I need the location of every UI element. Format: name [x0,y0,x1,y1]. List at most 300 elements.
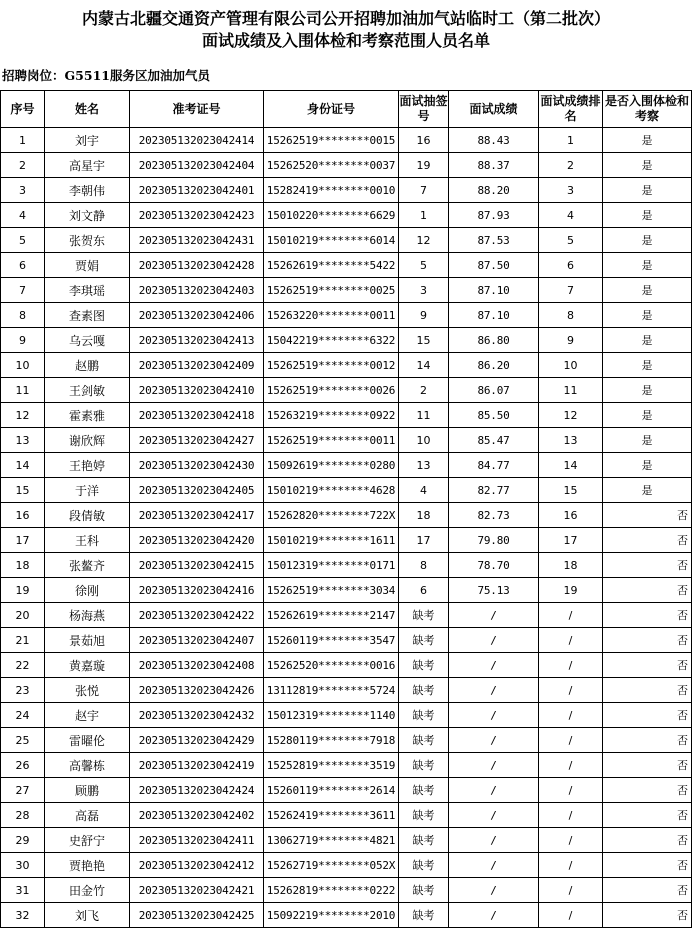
cell-shortlisted: 否 [603,853,692,878]
position-label: 招聘岗位：G5511服务区加油加气员 [2,68,210,83]
table-row [1,628,692,653]
cell-id-number: 15260119********3547 [264,628,399,653]
cell-name: 顾鹏 [45,778,130,803]
cell-exam-id: 202305132023042428 [130,253,264,278]
cell-shortlisted: 是 [603,403,692,428]
cell-shortlisted: 否 [603,803,692,828]
table-row [1,853,692,878]
cell-rank: 6 [539,253,603,278]
cell-score: 85.47 [449,428,539,453]
cell-id-number: 15262619********2147 [264,603,399,628]
column-header: 面试抽签号 [399,91,449,128]
cell-score: 82.77 [449,478,539,503]
cell-score: 88.20 [449,178,539,203]
cell-draw-number: 缺考 [399,753,449,778]
table-row [1,578,692,603]
cell-name: 高星宇 [45,153,130,178]
cell-exam-id: 202305132023042413 [130,328,264,353]
cell-score: / [449,778,539,803]
cell-draw-number: 12 [399,228,449,253]
cell-id-number: 15262519********0026 [264,378,399,403]
cell-name: 李朝伟 [45,178,130,203]
cell-seq: 31 [1,878,45,903]
cell-exam-id: 202305132023042423 [130,203,264,228]
table-row [1,203,692,228]
cell-name: 雷曜伦 [45,728,130,753]
cell-score: / [449,853,539,878]
cell-draw-number: 缺考 [399,803,449,828]
cell-id-number: 15042219********6322 [264,328,399,353]
cell-draw-number: 缺考 [399,653,449,678]
cell-exam-id: 202305132023042410 [130,378,264,403]
cell-seq: 15 [1,478,45,503]
cell-seq: 13 [1,428,45,453]
cell-seq: 23 [1,678,45,703]
cell-shortlisted: 否 [603,678,692,703]
table-row [1,478,692,503]
cell-seq: 5 [1,228,45,253]
cell-seq: 12 [1,403,45,428]
cell-score: 87.50 [449,253,539,278]
cell-score: / [449,628,539,653]
cell-score: 86.20 [449,353,539,378]
cell-id-number: 15092219********2010 [264,903,399,928]
cell-seq: 25 [1,728,45,753]
cell-draw-number: 缺考 [399,628,449,653]
cell-seq: 32 [1,903,45,928]
cell-draw-number: 10 [399,428,449,453]
cell-draw-number: 9 [399,303,449,328]
cell-shortlisted: 否 [603,728,692,753]
cell-draw-number: 11 [399,403,449,428]
cell-id-number: 15262820********722X [264,503,399,528]
cell-name: 段倩敏 [45,503,130,528]
cell-shortlisted: 是 [603,328,692,353]
cell-rank: 19 [539,578,603,603]
cell-exam-id: 202305132023042425 [130,903,264,928]
cell-id-number: 15262519********0025 [264,278,399,303]
cell-seq: 18 [1,553,45,578]
cell-draw-number: 16 [399,128,449,153]
cell-seq: 11 [1,378,45,403]
cell-score: / [449,653,539,678]
cell-exam-id: 202305132023042422 [130,603,264,628]
cell-draw-number: 4 [399,478,449,503]
cell-score: / [449,603,539,628]
cell-shortlisted: 否 [603,828,692,853]
cell-shortlisted: 否 [603,528,692,553]
cell-draw-number: 13 [399,453,449,478]
cell-name: 张贺东 [45,228,130,253]
cell-id-number: 15012319********0171 [264,553,399,578]
cell-shortlisted: 是 [603,203,692,228]
cell-score: 87.10 [449,303,539,328]
cell-draw-number: 17 [399,528,449,553]
table-body [1,128,692,928]
cell-score: 87.10 [449,278,539,303]
cell-rank: / [539,753,603,778]
column-header: 姓名 [45,91,130,128]
table-header-row [1,91,692,128]
cell-exam-id: 202305132023042404 [130,153,264,178]
cell-name: 刘宇 [45,128,130,153]
cell-rank: 11 [539,378,603,403]
table-row [1,128,692,153]
cell-draw-number: 5 [399,253,449,278]
cell-exam-id: 202305132023042421 [130,878,264,903]
cell-exam-id: 202305132023042416 [130,578,264,603]
table-row [1,728,692,753]
table-row [1,153,692,178]
cell-shortlisted: 否 [603,578,692,603]
cell-seq: 9 [1,328,45,353]
cell-rank: / [539,903,603,928]
cell-seq: 17 [1,528,45,553]
cell-exam-id: 202305132023042418 [130,403,264,428]
cell-draw-number: 缺考 [399,828,449,853]
cell-rank: 10 [539,353,603,378]
column-header: 面试成绩排名 [539,91,603,128]
cell-rank: / [539,853,603,878]
cell-rank: / [539,778,603,803]
cell-shortlisted: 否 [603,603,692,628]
cell-shortlisted: 否 [603,778,692,803]
cell-exam-id: 202305132023042427 [130,428,264,453]
table-row [1,653,692,678]
cell-exam-id: 202305132023042406 [130,303,264,328]
table-row [1,178,692,203]
cell-id-number: 15260119********2614 [264,778,399,803]
cell-draw-number: 1 [399,203,449,228]
cell-seq: 7 [1,278,45,303]
cell-score: 88.37 [449,153,539,178]
cell-shortlisted: 否 [603,903,692,928]
cell-name: 查素图 [45,303,130,328]
document-title-line2: 面试成绩及入围体检和考察范围人员名单 [201,31,490,50]
cell-score: / [449,728,539,753]
table-row [1,678,692,703]
cell-exam-id: 202305132023042408 [130,653,264,678]
cell-rank: 14 [539,453,603,478]
table-row [1,603,692,628]
cell-shortlisted: 是 [603,353,692,378]
cell-exam-id: 202305132023042405 [130,478,264,503]
cell-rank: / [539,653,603,678]
cell-seq: 28 [1,803,45,828]
cell-seq: 29 [1,828,45,853]
cell-id-number: 15012319********1140 [264,703,399,728]
cell-exam-id: 202305132023042426 [130,678,264,703]
table-row [1,228,692,253]
cell-seq: 3 [1,178,45,203]
cell-id-number: 15010219********6014 [264,228,399,253]
table-row [1,553,692,578]
cell-seq: 10 [1,353,45,378]
cell-shortlisted: 是 [603,228,692,253]
cell-seq: 6 [1,253,45,278]
cell-exam-id: 202305132023042419 [130,753,264,778]
cell-exam-id: 202305132023042432 [130,703,264,728]
cell-rank: 1 [539,128,603,153]
cell-score: 88.43 [449,128,539,153]
cell-name: 霍素雅 [45,403,130,428]
table-row [1,753,692,778]
cell-exam-id: 202305132023042430 [130,453,264,478]
table-row [1,453,692,478]
cell-name: 刘飞 [45,903,130,928]
table-row [1,703,692,728]
cell-id-number: 15263219********0922 [264,403,399,428]
table-row [1,278,692,303]
cell-shortlisted: 是 [603,278,692,303]
cell-rank: 15 [539,478,603,503]
cell-score: 87.93 [449,203,539,228]
cell-rank: 18 [539,553,603,578]
table-row [1,528,692,553]
cell-id-number: 15262520********0016 [264,653,399,678]
cell-name: 刘文静 [45,203,130,228]
cell-exam-id: 202305132023042402 [130,803,264,828]
cell-rank: 2 [539,153,603,178]
cell-score: 86.80 [449,328,539,353]
cell-id-number: 15010220********6629 [264,203,399,228]
cell-exam-id: 202305132023042431 [130,228,264,253]
cell-id-number: 15262520********0037 [264,153,399,178]
cell-draw-number: 3 [399,278,449,303]
cell-exam-id: 202305132023042411 [130,828,264,853]
cell-exam-id: 202305132023042429 [130,728,264,753]
cell-id-number: 15092619********0280 [264,453,399,478]
cell-rank: 12 [539,403,603,428]
cell-shortlisted: 否 [603,753,692,778]
cell-rank: 8 [539,303,603,328]
table-row [1,828,692,853]
cell-rank: / [539,628,603,653]
cell-shortlisted: 是 [603,478,692,503]
cell-id-number: 15282419********0010 [264,178,399,203]
table-row [1,503,692,528]
cell-rank: / [539,603,603,628]
cell-shortlisted: 否 [603,878,692,903]
cell-exam-id: 202305132023042424 [130,778,264,803]
cell-shortlisted: 是 [603,178,692,203]
cell-name: 张悦 [45,678,130,703]
cell-name: 乌云嘎 [45,328,130,353]
cell-rank: / [539,878,603,903]
cell-score: 75.13 [449,578,539,603]
cell-exam-id: 202305132023042409 [130,353,264,378]
cell-id-number: 15010219********1611 [264,528,399,553]
table-row [1,903,692,928]
cell-rank: / [539,803,603,828]
cell-draw-number: 缺考 [399,853,449,878]
table-row [1,428,692,453]
cell-name: 王剑敏 [45,378,130,403]
cell-draw-number: 15 [399,328,449,353]
cell-seq: 20 [1,603,45,628]
cell-shortlisted: 是 [603,428,692,453]
cell-rank: 13 [539,428,603,453]
cell-score: 78.70 [449,553,539,578]
cell-name: 谢欣辉 [45,428,130,453]
cell-score: / [449,803,539,828]
cell-seq: 22 [1,653,45,678]
cell-name: 史舒宁 [45,828,130,853]
cell-id-number: 15252819********3519 [264,753,399,778]
cell-seq: 2 [1,153,45,178]
cell-id-number: 15262519********0011 [264,428,399,453]
cell-seq: 24 [1,703,45,728]
table-row [1,378,692,403]
cell-shortlisted: 是 [603,153,692,178]
cell-name: 高磊 [45,803,130,828]
cell-score: / [449,878,539,903]
cell-id-number: 13112819********5724 [264,678,399,703]
cell-id-number: 15262519********0012 [264,353,399,378]
cell-score: 87.53 [449,228,539,253]
cell-name: 于洋 [45,478,130,503]
cell-exam-id: 202305132023042414 [130,128,264,153]
cell-shortlisted: 是 [603,128,692,153]
cell-id-number: 15262719********052X [264,853,399,878]
cell-seq: 16 [1,503,45,528]
cell-name: 贾娟 [45,253,130,278]
table-row [1,803,692,828]
cell-draw-number: 缺考 [399,728,449,753]
cell-id-number: 15262519********3034 [264,578,399,603]
cell-score: / [449,903,539,928]
table-row [1,778,692,803]
cell-seq: 26 [1,753,45,778]
cell-exam-id: 202305132023042403 [130,278,264,303]
cell-draw-number: 缺考 [399,703,449,728]
cell-name: 贾艳艳 [45,853,130,878]
cell-draw-number: 6 [399,578,449,603]
results-table [0,90,692,928]
cell-draw-number: 7 [399,178,449,203]
cell-name: 田金竹 [45,878,130,903]
cell-seq: 14 [1,453,45,478]
cell-name: 景茹旭 [45,628,130,653]
cell-rank: 5 [539,228,603,253]
cell-seq: 21 [1,628,45,653]
cell-rank: 4 [539,203,603,228]
cell-score: / [449,703,539,728]
cell-seq: 1 [1,128,45,153]
cell-draw-number: 缺考 [399,678,449,703]
cell-id-number: 15262519********0015 [264,128,399,153]
table-row [1,353,692,378]
cell-draw-number: 14 [399,353,449,378]
cell-draw-number: 19 [399,153,449,178]
cell-exam-id: 202305132023042420 [130,528,264,553]
cell-name: 杨海燕 [45,603,130,628]
column-header: 是否入围体检和考察 [603,91,692,128]
cell-id-number: 15263220********0011 [264,303,399,328]
cell-draw-number: 8 [399,553,449,578]
table-row [1,328,692,353]
cell-draw-number: 2 [399,378,449,403]
cell-seq: 19 [1,578,45,603]
cell-shortlisted: 是 [603,378,692,403]
cell-draw-number: 缺考 [399,778,449,803]
cell-score: / [449,678,539,703]
cell-rank: 9 [539,328,603,353]
column-header: 身份证号 [264,91,399,128]
cell-exam-id: 202305132023042417 [130,503,264,528]
document-title-line1: 内蒙古北疆交通资产管理有限公司公开招聘加油加气站临时工（第二批次） [81,9,610,28]
cell-name: 赵鹏 [45,353,130,378]
column-header: 序号 [1,91,45,128]
cell-shortlisted: 是 [603,303,692,328]
cell-id-number: 15280119********7918 [264,728,399,753]
cell-shortlisted: 否 [603,628,692,653]
cell-seq: 30 [1,853,45,878]
cell-shortlisted: 是 [603,453,692,478]
cell-shortlisted: 否 [603,553,692,578]
cell-exam-id: 202305132023042407 [130,628,264,653]
cell-rank: / [539,728,603,753]
cell-draw-number: 缺考 [399,878,449,903]
cell-shortlisted: 是 [603,253,692,278]
cell-id-number: 13062719********4821 [264,828,399,853]
cell-exam-id: 202305132023042412 [130,853,264,878]
cell-rank: 16 [539,503,603,528]
cell-draw-number: 缺考 [399,903,449,928]
table-row [1,253,692,278]
cell-name: 徐刚 [45,578,130,603]
cell-score: 85.50 [449,403,539,428]
table-row [1,303,692,328]
cell-rank: 17 [539,528,603,553]
cell-rank: / [539,828,603,853]
cell-id-number: 15262419********3611 [264,803,399,828]
table-row [1,878,692,903]
cell-id-number: 15262619********5422 [264,253,399,278]
cell-score: 79.80 [449,528,539,553]
table-row [1,403,692,428]
cell-seq: 27 [1,778,45,803]
cell-seq: 8 [1,303,45,328]
cell-name: 黄嘉璇 [45,653,130,678]
cell-exam-id: 202305132023042401 [130,178,264,203]
cell-shortlisted: 否 [603,703,692,728]
cell-score: 84.77 [449,453,539,478]
cell-rank: 3 [539,178,603,203]
column-header: 准考证号 [130,91,264,128]
cell-id-number: 15010219********4628 [264,478,399,503]
cell-seq: 4 [1,203,45,228]
column-header: 面试成绩 [449,91,539,128]
cell-rank: / [539,703,603,728]
cell-name: 李琪瑶 [45,278,130,303]
cell-name: 张鳌齐 [45,553,130,578]
cell-draw-number: 18 [399,503,449,528]
cell-draw-number: 缺考 [399,603,449,628]
cell-exam-id: 202305132023042415 [130,553,264,578]
cell-score: 86.07 [449,378,539,403]
cell-score: / [449,828,539,853]
cell-shortlisted: 否 [603,653,692,678]
cell-name: 王科 [45,528,130,553]
cell-score: / [449,753,539,778]
cell-score: 82.73 [449,503,539,528]
cell-name: 王艳婷 [45,453,130,478]
cell-rank: 7 [539,278,603,303]
cell-name: 赵宇 [45,703,130,728]
cell-shortlisted: 否 [603,503,692,528]
cell-name: 高馨栋 [45,753,130,778]
